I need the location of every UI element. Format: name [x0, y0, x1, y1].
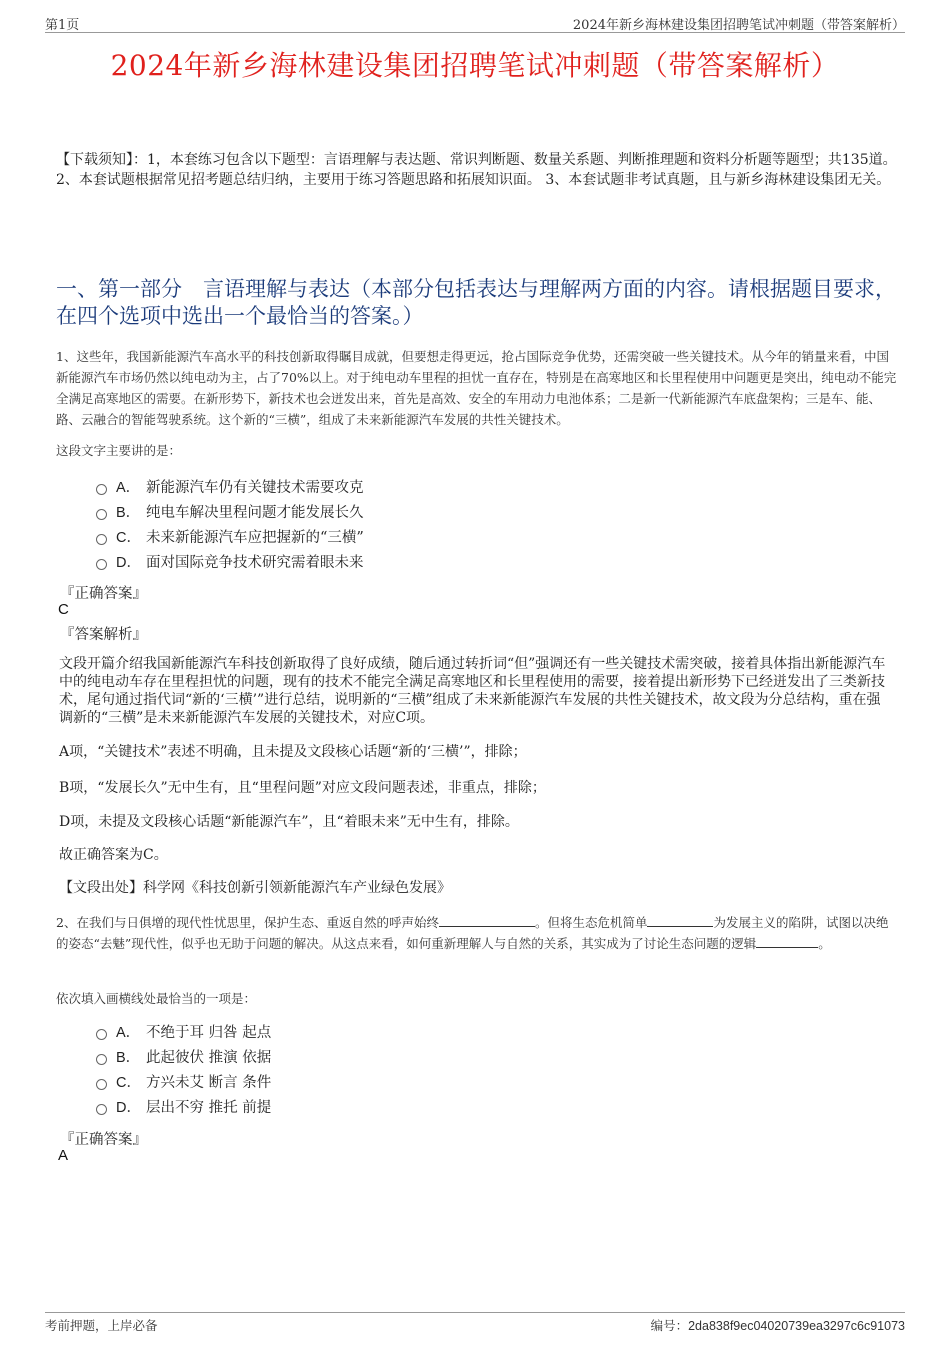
radio-icon[interactable] [96, 559, 107, 570]
analysis-option-d: D项，未提及文段核心话题“新能源汽车”，且“着眼未来”无中生有，排除。 [59, 814, 519, 830]
option-text: 层出不穷 推托 前提 [146, 1100, 272, 1116]
header-doc-title: 2024年新乡海林建设集团招聘笔试冲刺题（带答案解析） [572, 18, 905, 33]
footer-code-label: 编号： [650, 1318, 689, 1333]
option-b[interactable] [96, 1044, 271, 1069]
radio-icon[interactable] [96, 1104, 107, 1115]
q2-text-part: 。 [818, 936, 831, 951]
option-a[interactable] [96, 1019, 271, 1044]
q2-text-part: 2、在我们与日俱增的现代性忧思里，保护生态、重返自然的呼声始终 [56, 915, 439, 930]
page-header [45, 12, 905, 33]
q2-text-part: 。但将生态危机简单 [534, 915, 648, 930]
analysis-source: 【文段出处】科学网《科技创新引领新能源汽车产业绿色发展》 [59, 880, 451, 896]
option-c[interactable] [96, 1069, 271, 1094]
answer-value: C [58, 601, 69, 618]
option-b[interactable] [96, 499, 364, 524]
analysis-option-b: B项，“发展长久”无中生有，且“里程问题”对应文段问题表述，非重点，排除； [59, 780, 546, 796]
page-footer [45, 1312, 905, 1335]
radio-icon[interactable] [96, 534, 107, 545]
section-heading: 一、第一部分 言语理解与表达（本部分包括表达与理解两方面的内容。请根据题目要求，在四个选项中选出一个最恰当的答案。） [56, 277, 896, 328]
answer-label: 『正确答案』 [60, 586, 147, 602]
download-notice: 【下载须知】：1，本套练习包含以下题型：言语理解与表达题、常识判断题、数量关系题、判断推理题和资料分析题等题型；共135道。 2、本套试题根据常见招考题总结归纳，主要用于练习答题思路和拓展知识面。 3、本套试题非考试真题，且与新乡海林建设集团无关。 [56, 152, 897, 188]
radio-icon[interactable] [96, 484, 107, 495]
radio-icon[interactable] [96, 509, 107, 520]
question-2-options [96, 1019, 271, 1119]
option-letter: A． [116, 480, 141, 496]
fill-blank [439, 913, 535, 927]
option-d[interactable] [96, 1094, 271, 1119]
answer-value: A [58, 1147, 69, 1164]
option-letter: B． [116, 1050, 141, 1066]
answer-label: 『正确答案』 [60, 1132, 147, 1148]
analysis-paragraph: 文段开篇介绍我国新能源汽车科技创新取得了良好成绩，随后通过转折词“但”强调还有一些关键技术需突破，接着具体指出新能源汽车中的纯电动车存在里程担忧的问题，现有的技术不能完全满足高寒地区和长里程使用的需要，接着提出新形势下已经迸发出了三类新技术，尾句通过指代词“新的‘三横’”进行总结，说明新的“三横”组成了未来新能源汽车发展的共性关键技术，故文段为分总结构，重在强调新的“三横”是未来新能源汽车发展的关键技术，对应C项。 [59, 656, 886, 726]
option-a[interactable] [96, 474, 364, 499]
page-number: 第1页 [45, 18, 80, 33]
question-1-options [96, 474, 364, 574]
question-1-prompt: 这段文字主要讲的是： [56, 443, 182, 458]
document-title: 2024年新乡海林建设集团招聘笔试冲刺题（带答案解析） [110, 49, 840, 82]
option-d[interactable] [96, 549, 364, 574]
radio-icon[interactable] [96, 1054, 107, 1065]
option-letter: C． [116, 1075, 141, 1091]
question-1-text: 1、这些年，我国新能源汽车高水平的科技创新取得瞩目成就，但要想走得更远，抢占国际竞争优势，还需突破一些关键技术。从今年的销量来看，中国新能源汽车市场仍然以纯电动为主，占了70%以上。对于纯电动车里程的担忧一直存在，特别是在高寒地区和长里程使用中问题更是突出，纯电动不能完全满足高寒地区的需要。在新形势下，新技术也会迸发出来，首先是高效、安全的车用动力电池体系；二是新一代新能源汽车底盘架构；三是车、能、路、云融合的智能驾驶系统。这个新的“三横”，组成了未来新能源汽车发展的共性关键技术。 [56, 349, 897, 427]
option-letter: A． [116, 1025, 141, 1041]
option-text: 方兴未艾 断言 条件 [146, 1075, 272, 1091]
option-letter: D． [116, 555, 141, 571]
analysis-option-a: A项，“关键技术”表述不明确，且未提及文段核心话题“新的‘三横’”，排除； [59, 744, 527, 760]
q2-text-part: 为发展主义的陷阱，试图以决绝的姿态“去魅”现代性，似乎也无助于问题的解决。从这点来看，如何重新理解人与自然的关系，其实成为了讨论生态问题的逻辑 [56, 915, 889, 951]
option-text: 面对国际竞争技术研究需着眼未来 [146, 555, 364, 571]
option-text: 不绝于耳 归咎 起点 [146, 1025, 272, 1041]
option-letter: C． [116, 530, 141, 546]
question-2-text [56, 912, 898, 954]
footer-code-value: 2da838f9ec04020739ea3297c6c91073 [688, 1319, 905, 1333]
option-text: 纯电车解决里程问题才能发展长久 [146, 505, 364, 521]
question-2-prompt: 依次填入画横线处最恰当的一项是： [56, 991, 257, 1006]
analysis-conclusion: 故正确答案为C。 [59, 847, 168, 863]
fill-blank [756, 934, 818, 948]
radio-icon[interactable] [96, 1029, 107, 1040]
option-letter: B． [116, 505, 141, 521]
option-c[interactable] [96, 524, 364, 549]
analysis-label: 『答案解析』 [60, 627, 147, 643]
footer-slogan: 考前押题，上岸必备 [45, 1318, 158, 1333]
option-text: 新能源汽车仍有关键技术需要攻克 [146, 480, 364, 496]
option-letter: D． [116, 1100, 141, 1116]
option-text: 此起彼伏 推演 依据 [146, 1050, 272, 1066]
radio-icon[interactable] [96, 1079, 107, 1090]
fill-blank [647, 913, 713, 927]
option-text: 未来新能源汽车应把握新的“三横” [146, 530, 364, 546]
footer-code [651, 1316, 905, 1334]
